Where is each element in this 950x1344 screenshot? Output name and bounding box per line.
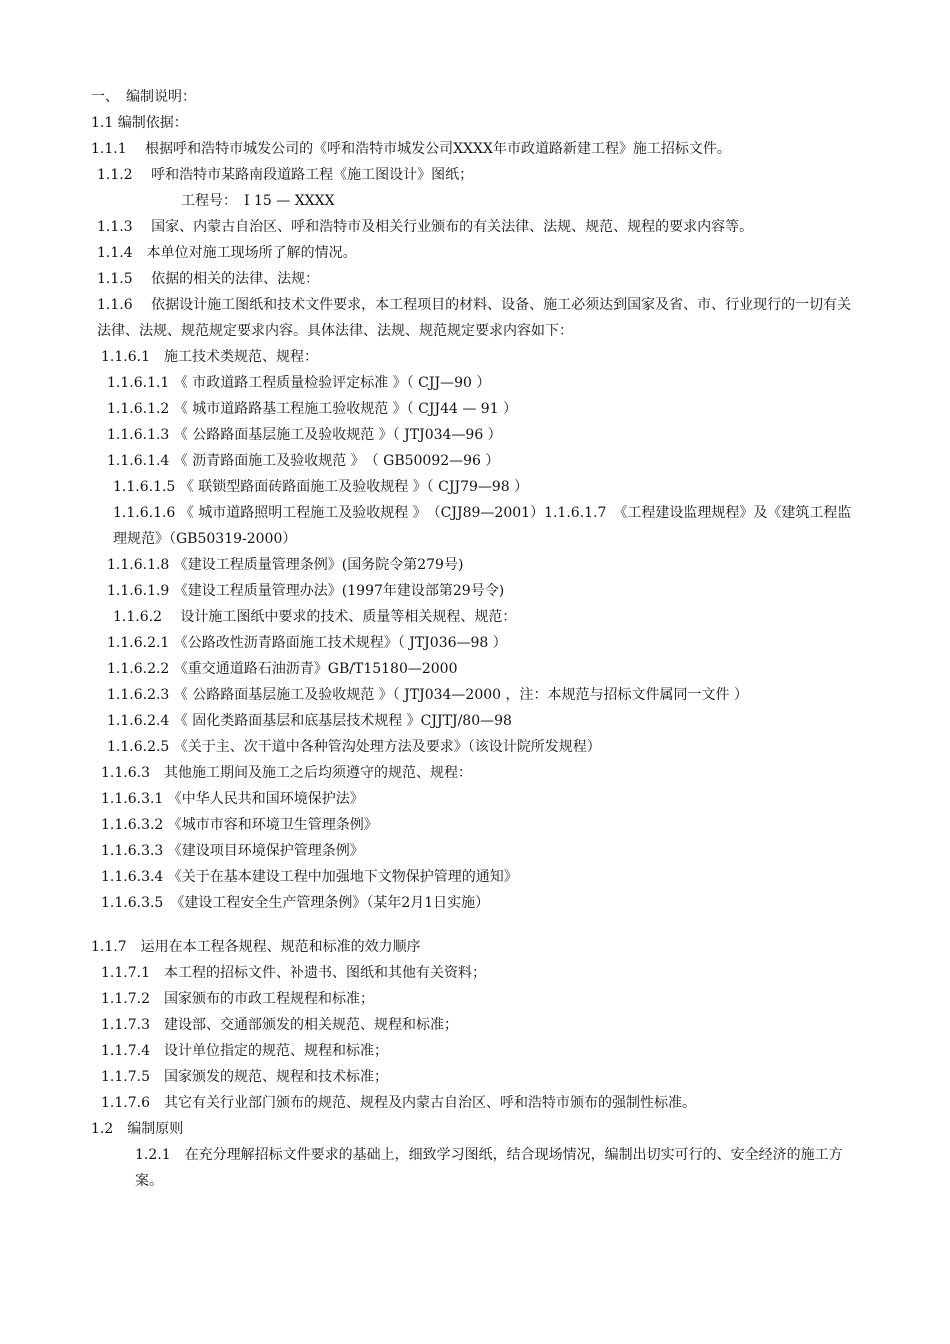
clause-1-1-6-1-1: 1.1.6.1.1 《 市政道路工程质量检验评定标准 》（ CJJ—90 ） — [107, 375, 491, 391]
clause-1-1-6-1-3: 1.1.6.1.3 《 公路路面基层施工及验收规范 》（ JTJ034—96 ） — [107, 427, 502, 443]
clause-1-1-6: 1.1.6 依据设计施工图纸和技术文件要求，本工程项目的材料、设备、施工必须达到国家及省、市、行业现行的一切有关法律、法规、规范规定要求内容。具体法律、法规、规范规定要求内容如下： — [97, 297, 852, 339]
subsection-1-2-heading: 1.2 编制原则 — [91, 1121, 184, 1137]
project-number: 工程号： Ⅰ 15 — XXXX — [181, 193, 335, 209]
clause-1-1-7-4: 1.1.7.4 设计单位指定的规范、规程和标准； — [101, 1043, 388, 1059]
clause-1-1-7-2: 1.1.7.2 国家颁布的市政工程规程和标准； — [101, 991, 374, 1007]
clause-1-1-7-1: 1.1.7.1 本工程的招标文件、补遗书、图纸和其他有关资料； — [101, 965, 486, 981]
clause-1-1-6-2-2: 1.1.6.2.2 《重交通道路石油沥青》GB/T15180—2000 — [107, 661, 458, 677]
clause-1-1-6-2-4: 1.1.6.2.4 《 固化类路面基层和底基层技术规程 》CJJTJ/80—98 — [107, 713, 512, 729]
subsection-heading: 1.1 编制依据： — [91, 115, 188, 131]
clause-1-1-6-3-2: 1.1.6.3.2 《城市市容和环境卫生管理条例》 — [101, 817, 378, 833]
document-body — [91, 84, 863, 1194]
clause-1-1-6-3-4: 1.1.6.3.4 《关于在基本建设工程中加强地下文物保护管理的通知》 — [101, 869, 518, 885]
clause-1-1-7: 1.1.7 运用在本工程各规程、规范和标准的效力顺序 — [91, 939, 421, 955]
clause-1-1-6-2-3: 1.1.6.2.3 《 公路路面基层施工及验收规范 》（ JTJ034—2000 ，注：本规范与招标文件属同一文件 ） — [107, 687, 748, 703]
clause-1-1-7-6: 1.1.7.6 其它有关行业部门颁布的规范、规程及内蒙古自治区、呼和浩特市颁布的强制性标准。 — [101, 1095, 696, 1111]
clause-1-1-7-5: 1.1.7.5 国家颁发的规范、规程和技术标准； — [101, 1069, 388, 1085]
clause-1-1-6-2-1: 1.1.6.2.1 《公路改性沥青路面施工技术规程》（ JTJ036—98 ） — [107, 635, 507, 651]
clause-1-1-2: 1.1.2 呼和浩特市某路南段道路工程《施工图设计》图纸； — [97, 167, 474, 183]
clause-1-1-6-1-8: 1.1.6.1.8 《建设工程质量管理条例》(国务院令第279号) — [107, 557, 464, 573]
paragraph-gap — [91, 916, 863, 934]
clause-1-1-6-3: 1.1.6.3 其他施工期间及施工之后均须遵守的规范、规程： — [101, 765, 472, 781]
clause-1-1-7-3: 1.1.7.3 建设部、交通部颁发的相关规范、规程和标准； — [101, 1017, 458, 1033]
clause-1-2-1: 1.2.1 在充分理解招标文件要求的基础上，细致学习图纸，结合现场情况，编制出切实可行的、安全经济的施工方案。 — [135, 1147, 843, 1189]
clause-1-1-6-1-9: 1.1.6.1.9 《建设工程质量管理办法》(1997年建设部第29号令) — [107, 583, 505, 599]
clause-1-1-5: 1.1.5 依据的相关的法律、法规： — [97, 271, 320, 287]
clause-1-1-6-2: 1.1.6.2 设计施工图纸中要求的技术、质量等相关规程、规范： — [113, 609, 517, 625]
clause-1-1-6-1-6: 1.1.6.1.6 《 城市道路照明工程施工及验收规程 》 （CJJ89—2001）1.1.6.1.7 《工程建设监理规程》及《建筑工程监理规范》（GB50319-2000） — [113, 505, 852, 547]
clause-1-1-6-3-3: 1.1.6.3.3 《建设项目环境保护管理条例》 — [101, 843, 364, 859]
clause-1-1-6-2-5: 1.1.6.2.5 《关于主、次干道中各种管沟处理方法及要求》（该设计院所发规程） — [107, 739, 601, 755]
clause-1-1-1: 1.1.1 根据呼和浩特市城发公司的《呼和浩特市城发公司XXXX年市政道路新建工程》施工招标文件。 — [91, 141, 731, 157]
clause-1-1-4: 1.1.4 本单位对施工现场所了解的情况。 — [97, 245, 357, 261]
clause-1-1-3: 1.1.3 国家、内蒙古自治区、呼和浩特市及相关行业颁布的有关法律、法规、规范、规程的要求内容等。 — [97, 219, 754, 235]
clause-1-1-6-1-4: 1.1.6.1.4 《 沥青路面施工及验收规范 》 （ GB50092—96 ） — [107, 453, 500, 469]
clause-1-1-6-3-1: 1.1.6.3.1 《中华人民共和国环境保护法》 — [101, 791, 364, 807]
clause-1-1-6-1-5: 1.1.6.1.5 《 联锁型路面砖路面施工及验收规程 》（ CJJ79—98 ） — [113, 479, 529, 495]
clause-1-1-6-1-2: 1.1.6.1.2 《 城市道路路基工程施工验收规范 》（ CJJ44 — 91 ） — [107, 401, 518, 417]
section-heading: 一、 编制说明： — [91, 89, 196, 105]
clause-1-1-6-3-5: 1.1.6.3.5 《建设工程安全生产管理条例》（某年2月1日实施） — [101, 895, 490, 911]
clause-1-1-6-1: 1.1.6.1 施工技术类规范、规程： — [101, 349, 318, 365]
